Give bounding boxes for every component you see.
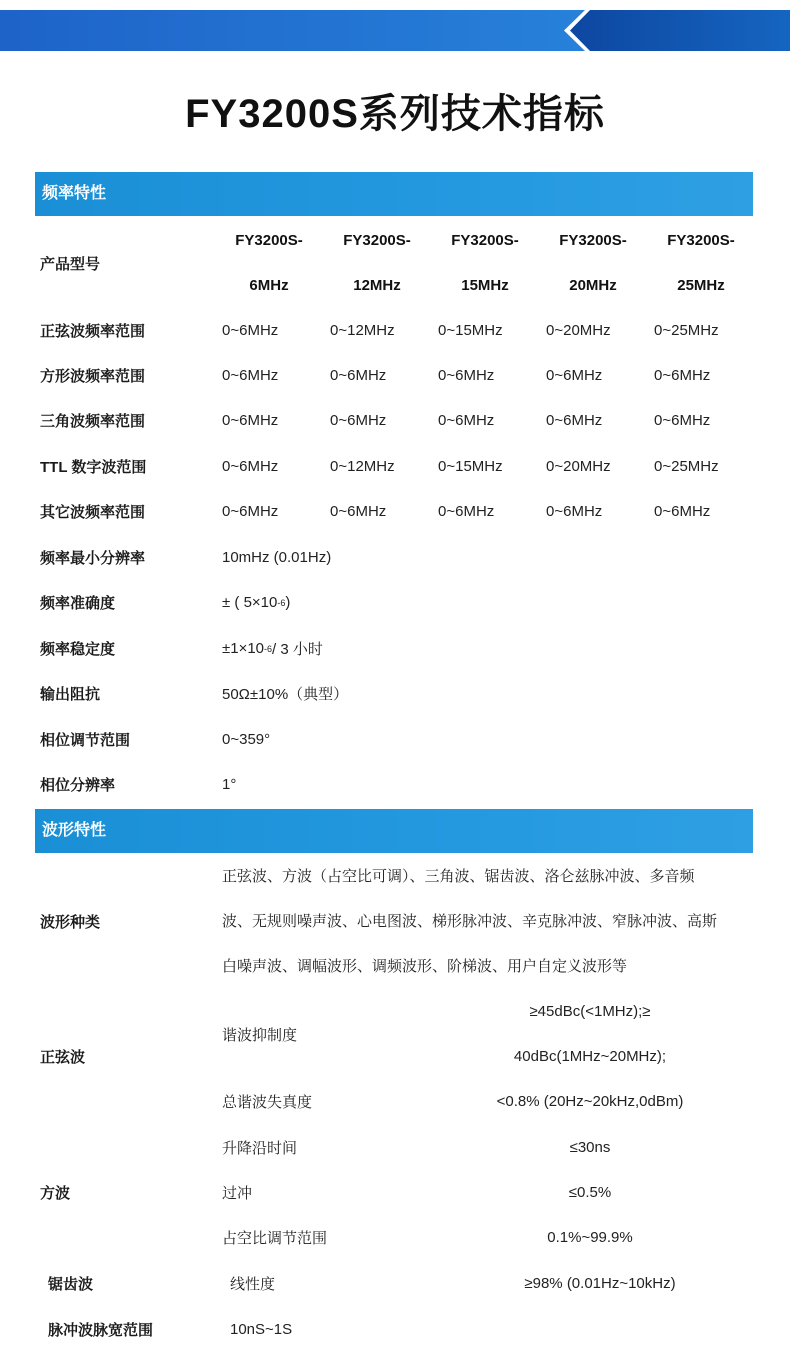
- model-20mhz: FY3200S- 20MHz: [559, 232, 627, 294]
- spec-label: 输出阻抗: [40, 686, 101, 703]
- linearity-value: ≥98% (0.01Hz~10kHz): [524, 1275, 676, 1292]
- spec-label: 相位分辨率: [40, 777, 116, 794]
- spec-value: 0~25MHz: [654, 458, 719, 475]
- page-title: FY3200S系列技术指标: [185, 92, 605, 136]
- spec-value: 0~6MHz: [654, 367, 711, 384]
- spec-value: 0~6MHz: [654, 412, 711, 429]
- wave-types-label: 波形种类: [40, 914, 101, 931]
- spec-value: 0~6MHz: [222, 412, 279, 429]
- spec-row: [0, 671, 790, 716]
- spec-value: 0~25MHz: [654, 322, 719, 339]
- pulse-value: 10nS~1S: [230, 1321, 293, 1338]
- spec-value: 0~12MHz: [330, 322, 395, 339]
- wave-types-line: 正弦波、方波（占空比可调）、三角波、锯齿波、洛仑兹脉冲波、多音频: [222, 868, 695, 885]
- spec-value: 0~20MHz: [546, 458, 611, 475]
- spec-value: 10mHz (0.01Hz): [222, 549, 332, 566]
- spec-value: 0~6MHz: [546, 412, 603, 429]
- spec-row: [0, 762, 790, 807]
- spec-label: TTL 数字波范围: [40, 459, 147, 476]
- model-6mhz: FY3200S- 6MHz: [235, 232, 303, 294]
- spec-label: 正弦波频率范围: [40, 323, 146, 340]
- spec-value: 0~15MHz: [438, 322, 503, 339]
- spec-value: 0~6MHz: [438, 367, 495, 384]
- spec-value: ±1×10 -6 / 3 小时: [222, 640, 323, 658]
- spec-row: [0, 398, 790, 443]
- rise-time-label: 升降沿时间: [222, 1140, 298, 1157]
- spec-row: [0, 353, 790, 398]
- spec-value: 0~20MHz: [546, 322, 611, 339]
- spec-row: [0, 626, 790, 671]
- top-banner: [0, 10, 790, 51]
- spec-value: 0~6MHz: [222, 458, 279, 475]
- overshoot-label: 过冲: [222, 1185, 253, 1202]
- rise-time-value: ≤30ns: [569, 1139, 611, 1156]
- thd-label: 总谐波失真度: [222, 1094, 313, 1111]
- section-header-frequency: 频率特性: [35, 172, 753, 216]
- spec-row: [0, 308, 790, 353]
- spec-row: [0, 444, 790, 489]
- model-label: 产品型号: [40, 255, 101, 273]
- spec-value: 0~6MHz: [654, 503, 711, 520]
- thd-value: <0.8% (20Hz~20kHz,0dBm): [496, 1093, 684, 1110]
- wave-types-row: [0, 854, 790, 989]
- spec-value: 0~6MHz: [438, 503, 495, 520]
- square-label: 方波: [40, 1185, 71, 1202]
- spec-row: [0, 580, 790, 625]
- square-block: [0, 1125, 790, 1261]
- spec-label: 频率最小分辨率: [40, 550, 146, 567]
- spec-label: 频率准确度: [40, 595, 116, 612]
- model-12mhz: FY3200S- 12MHz: [343, 232, 411, 294]
- sine-block: [0, 989, 790, 1125]
- spec-value: 0~6MHz: [546, 503, 603, 520]
- spec-label: 相位调节范围: [40, 732, 131, 749]
- sawtooth-row: [0, 1261, 790, 1306]
- spec-value: 0~6MHz: [438, 412, 495, 429]
- spec-label: 频率稳定度: [40, 641, 116, 658]
- harmonic-value-line2: 40dBc(1MHz~20MHz);: [513, 1048, 667, 1065]
- model-25mhz: FY3200S- 25MHz: [667, 232, 735, 294]
- spec-value: 50Ω±10%（典型）: [222, 686, 349, 703]
- spec-value: 0~6MHz: [222, 367, 279, 384]
- spec-value: 0~359°: [222, 731, 271, 748]
- harmonic-value-line1: ≥45dBc(<1MHz);≥: [529, 1003, 651, 1020]
- duty-value: 0.1%~99.9%: [547, 1229, 633, 1246]
- pulse-label: 脉冲波脉宽范围: [48, 1322, 154, 1339]
- wave-types-line: 波、无规则噪声波、心电图波、梯形脉冲波、辛克脉冲波、窄脉冲波、高斯: [222, 913, 718, 930]
- spec-row: [0, 717, 790, 762]
- model-15mhz: FY3200S- 15MHz: [451, 232, 519, 294]
- spec-value: 0~6MHz: [546, 367, 603, 384]
- sawtooth-label: 锯齿波: [48, 1276, 94, 1293]
- pulse-row: [0, 1307, 790, 1352]
- harmonic-label: 谐波抑制度: [222, 1026, 298, 1044]
- spec-row: [0, 535, 790, 580]
- spec-value: 0~6MHz: [330, 503, 387, 520]
- model-row: [0, 218, 790, 308]
- spec-value: 0~15MHz: [438, 458, 503, 475]
- section-header-waveform: 波形特性: [35, 809, 753, 853]
- linearity-label: 线性度: [230, 1276, 276, 1293]
- wave-types-line: 白噪声波、调幅波形、调频波形、阶梯波、用户自定义波形等: [222, 958, 628, 975]
- spec-label: 方形波频率范围: [40, 368, 146, 385]
- spec-value: 0~6MHz: [330, 412, 387, 429]
- overshoot-value: ≤0.5%: [568, 1184, 612, 1201]
- spec-value: 1°: [222, 776, 237, 793]
- spec-value: 0~6MHz: [222, 503, 279, 520]
- duty-label: 占空比调节范围: [222, 1230, 328, 1247]
- spec-value: 0~6MHz: [330, 367, 387, 384]
- sine-label: 正弦波: [40, 1049, 86, 1066]
- spec-value: 0~6MHz: [222, 322, 279, 339]
- spec-label: 三角波频率范围: [40, 413, 146, 430]
- spec-row: [0, 489, 790, 534]
- spec-value: ± ( 5×10 -6 ): [222, 594, 291, 611]
- spec-label: 其它波频率范围: [40, 504, 146, 521]
- spec-value: 0~12MHz: [330, 458, 395, 475]
